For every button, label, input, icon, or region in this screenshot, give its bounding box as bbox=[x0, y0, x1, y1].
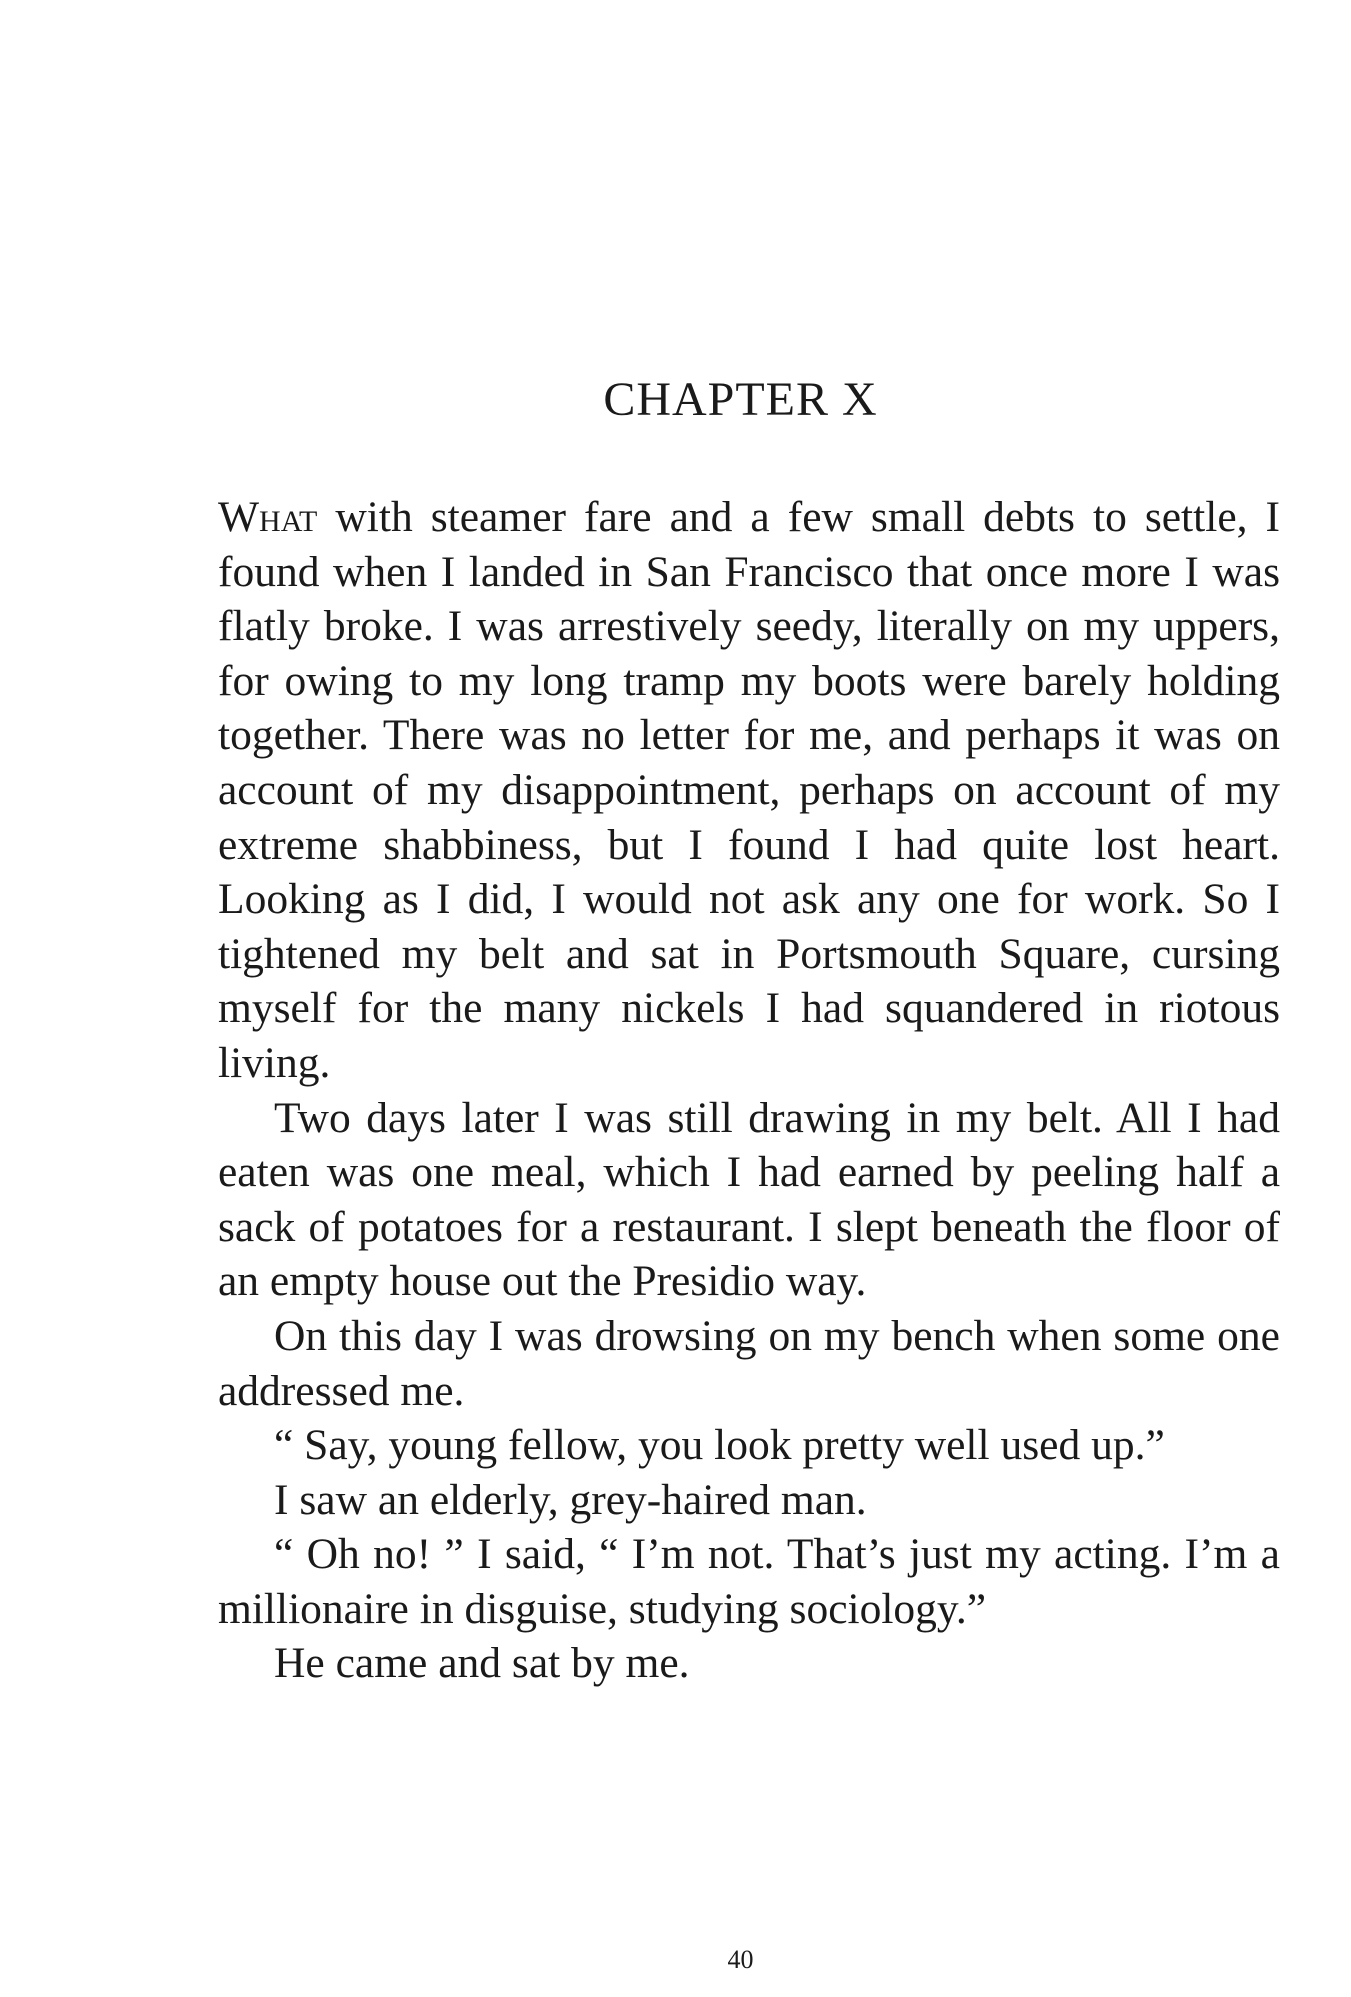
paragraph-1-text: with steamer fare and a few small debts to settle, I found when I landed in San Francisco that once more I was flatly broke. I was arrestively seedy, literally on my uppers, for owing to my long tramp my boots were barely holding together. There was no letter for me, and perhaps it was on account of my disappointment, perhaps on account of my extreme shabbiness, but I found I had quite lost heart. Looking as I did, I would not ask any one for work. So I tightened my belt and sat in Portsmouth Square, cursing myself for the many nickels I had squandered in riotous living. bbox=[218, 493, 1280, 1087]
paragraph-2: Two days later I was still drawing in my belt. All I had eaten was one meal, which I had earned by peeling half a sack of potatoes for a restaurant. I slept beneath the floor of an empty house out the Presidio way. bbox=[218, 1093, 1280, 1306]
paragraph-5: I saw an elderly, grey-haired man. bbox=[274, 1475, 867, 1524]
page-number: 40 bbox=[727, 1945, 754, 1974]
body-text bbox=[218, 490, 1280, 1691]
paragraph-3: On this day I was drowsing on my bench when some one addressed me. bbox=[218, 1311, 1280, 1415]
paragraph-6: “ Oh no! ” I said, “ I’m not. That’s just my acting. I’m a millionaire in disguise, studying sociology.” bbox=[218, 1530, 1280, 1633]
paragraph-1 bbox=[218, 490, 1280, 1091]
paragraph-4: “ Say, young fellow, you look pretty well used up.” bbox=[274, 1421, 1165, 1470]
paragraph-7: He came and sat by me. bbox=[274, 1639, 690, 1688]
chapter-title: CHAPTER X bbox=[603, 373, 878, 426]
paragraph-1-opening-word: What bbox=[218, 493, 318, 541]
